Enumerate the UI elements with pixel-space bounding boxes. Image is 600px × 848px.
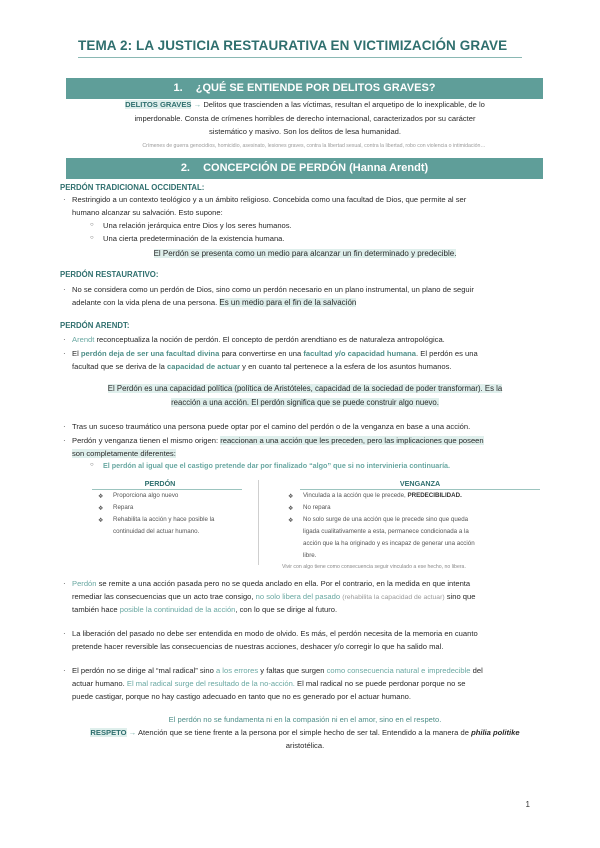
bullet-icon: · — [63, 285, 66, 294]
tradicional-sub-1: Una relación jerárquica entre Dios y los seres humanos. — [103, 221, 292, 230]
text-highlight: reaccionan a una acción que les preceden, pero las implicaciones que poseen — [220, 436, 484, 445]
circle-bullet-icon: ○ — [90, 462, 94, 468]
section-2-number: 2. — [180, 162, 190, 174]
text: se remite a una acción pasada pero no se queda anclado en ella. Por el contrario, en la medida en que intenta — [98, 579, 471, 588]
text: El — [72, 349, 79, 358]
text: y en cuanto tal pertenece a la esfera de los asuntos humanos. — [242, 362, 452, 371]
para7-line-1 — [72, 665, 552, 678]
arendt-bullet-3: Tras un suceso traumático una persona puede optar por el camino del perdón o de la venganza en base a una acción. — [72, 422, 471, 431]
delitos-text-1: Delitos que trascienden a las víctimas, resultan el arquetipo de lo inexplicable, de lo — [203, 100, 485, 109]
section-1-header — [66, 78, 543, 99]
arendt-box-text-1: El Perdón es una capacidad política (política de Aristóteles, capacidad de la sociedad de poder transformar). Es la — [107, 384, 503, 393]
para6-line-1: La liberación del pasado no debe ser entendida en modo de olvido. Es más, el perdón necesita de la memoria en cuanto — [72, 629, 478, 638]
text-emphasis: a los errores — [215, 666, 259, 675]
text-emphasis: posible la continuidad de la acción — [119, 605, 236, 614]
tradicional-highlight — [70, 248, 540, 261]
text: para convertirse en una — [221, 349, 302, 358]
arendt-bullet-4-line-2 — [72, 448, 550, 461]
delitos-examples: Crímenes de guerra genocidios, homicidio, asesinato, lesiones graves, contra la libertad sexual, contra la libertad, robo con violencia o intimidación… — [142, 143, 486, 149]
venganza-column-header: VENGANZA — [399, 479, 441, 488]
heading-perdon-arendt: PERDÓN ARENDT: — [60, 321, 130, 330]
venganza-item-1-text: Vinculada a la acción que le precede, — [303, 492, 406, 499]
venganza-item-3a: No solo surge de una acción que le precede sino que queda — [303, 516, 469, 523]
arendt-bullet-2-line-2 — [72, 361, 550, 374]
para7-line-3: puede castigar, porque no hay castigo adecuado en tanto que no es generado por el actuar humano. — [72, 692, 412, 701]
bullet-icon: · — [63, 422, 66, 431]
circle-bullet-icon: ○ — [90, 222, 94, 228]
restaurativo-line-1: No se considera como un perdón de Dios, sino como un perdón necesario en un plano instrumental, un plano de seguir — [72, 285, 474, 294]
venganza-item-1-bold: PREDECIBILIDAD. — [407, 492, 462, 499]
text: remediar las consecuencias que un acto trae consigo, — [72, 592, 254, 601]
venganza-item-3d: libre. — [303, 552, 317, 559]
para5-line-3 — [72, 604, 552, 617]
delitos-term: DELITOS GRAVES — [125, 100, 192, 109]
perdon-header-rule — [92, 489, 242, 490]
text-emphasis: facultad y/o capacidad humana — [303, 349, 417, 358]
circle-bullet-icon: ○ — [90, 235, 94, 241]
diamond-bullet-icon: ❖ — [288, 518, 294, 524]
text: Perdón y venganza tienen el mismo origen: — [72, 436, 219, 445]
section-1-number: 1. — [173, 82, 183, 94]
arendt-b1-text: reconceptualiza la noción de perdón. El concepto de perdón arendtiano es de naturaleza antropológica. — [96, 335, 445, 344]
restaurativo-line-2 — [72, 297, 542, 310]
arendt-bullet-2-line-1 — [72, 348, 550, 361]
respeto-term: RESPETO — [90, 728, 127, 737]
tradicional-sub-2: Una cierta predeterminación de la existencia humana. — [103, 234, 285, 243]
text-emphasis: El mal radical surge del resultado de la no-acción. — [126, 679, 295, 688]
venganza-item-3c: acción que la ha originado y es incapaz de generar una acción — [303, 540, 475, 547]
tradicional-line-2: humano alcanzar su salvación. Esto supone: — [72, 208, 223, 217]
diamond-bullet-icon: ❖ — [98, 494, 104, 500]
respeto-line-2: aristotélica. — [285, 741, 325, 750]
perdon-item-2: Repara — [113, 504, 134, 511]
restaurativo-text: adelante con la vida plena de una persona. — [72, 298, 218, 307]
text-emphasis: capacidad de actuar — [167, 362, 241, 371]
text: , con lo que se dirige al futuro. — [235, 605, 338, 614]
venganza-item-3b: ligada cualitativamente a esta, permanece condicionada a la — [303, 528, 469, 535]
arendt-box-line-1 — [70, 383, 540, 396]
diamond-bullet-icon: ❖ — [98, 506, 104, 512]
text-emphasis: perdón deja de ser una facultad divina — [80, 349, 220, 358]
final-centered: El perdón no se fundamenta ni en la compasión ni en el amor, sino en el respeto. — [168, 715, 442, 724]
text: sino que — [446, 592, 476, 601]
bullet-icon: · — [63, 579, 66, 588]
text-emphasis: como consecuencia natural e impredecible — [326, 666, 471, 675]
venganza-note: Vivir con algo tiene como consecuencia seguir vinculado a ese hecho, no libera. — [282, 564, 466, 570]
text: . El perdón es una — [416, 349, 478, 358]
text-emphasis: no solo libera del pasado — [255, 592, 341, 601]
arendt-bullet-1 — [72, 334, 547, 347]
diamond-bullet-icon: ❖ — [98, 518, 104, 524]
bullet-icon: · — [63, 195, 66, 204]
delitos-line-3: sistemático y masivo. Son los delitos de lesa humanidad. — [208, 127, 402, 136]
section-1-title: ¿QUÉ SE ENTIENDE POR DELITOS GRAVES? — [195, 82, 436, 94]
bullet-icon: · — [63, 436, 66, 445]
column-divider — [258, 480, 259, 565]
para6-line-2: pretende hacer reversible las consecuencias de nuestras acciones, deshacer y/o corregir lo que ha salido mal. — [72, 642, 444, 651]
delitos-line-2: imperdonable. Consta de crímenes horribles de derecho internacional, caracterizados por su carácter — [134, 114, 476, 123]
text: actuar humano. — [72, 679, 125, 688]
bullet-icon: · — [63, 349, 66, 358]
document-title: TEMA 2: LA JUSTICIA RESTAURATIVA EN VICTIMIZACIÓN GRAVE — [78, 38, 508, 53]
delitos-line-1 — [70, 99, 540, 112]
text: del — [472, 666, 483, 675]
section-2-header — [66, 158, 543, 179]
arrow-icon: → — [193, 100, 202, 109]
heading-perdon-tradicional: PERDÓN TRADICIONAL OCCIDENTAL: — [60, 183, 205, 192]
bullet-icon: · — [63, 335, 66, 344]
arendt-name: Arendt — [72, 335, 95, 344]
arendt-bullet-4-line-1 — [72, 435, 550, 448]
tradicional-line-1: Restringido a un contexto teológico y a un ámbito religioso. Concebida como una facultad de Dios, que permite al ser — [72, 195, 467, 204]
venganza-header-rule — [300, 489, 540, 490]
arendt-sub-bullet: El perdón al igual que el castigo pretende dar por finalizado “algo” que si no intervinieria continuaría. — [103, 461, 451, 470]
perdon-item-1: Proporciona algo nuevo — [113, 492, 179, 499]
perdon-item-3b: continuidad del actuar humano. — [113, 528, 200, 535]
para5-line-2 — [72, 591, 552, 605]
respeto-text: Atención que se tiene frente a la persona por el simple hecho de ser tal. Entendido a la manera de — [137, 728, 469, 737]
respeto-italic: philia politike — [471, 728, 520, 737]
text: El mal radical no se puede perdonar porque no se — [297, 679, 466, 688]
text-aside: (rehabilita la capacidad de actuar) — [342, 594, 445, 601]
arendt-box-text-2: reacción a una acción. El perdón significa que se puede construir algo nuevo. — [171, 398, 439, 407]
text: facultad que se deriva de la — [72, 362, 165, 371]
arendt-box-line-2 — [70, 397, 540, 410]
title-divider — [78, 57, 522, 58]
page-number: 1 — [525, 800, 530, 809]
venganza-item-1 — [303, 491, 543, 501]
para5-line-1 — [72, 578, 552, 591]
para7-line-2 — [72, 678, 552, 691]
restaurativo-highlight: Es un medio para el fin de la salvación — [219, 298, 357, 307]
perdon-item-3: Rehabilita la acción y hace posible la — [113, 516, 215, 523]
perdon-word: Perdón — [72, 579, 97, 588]
text-highlight: son completamente diferentes: — [72, 449, 176, 458]
respeto-line-1 — [60, 727, 550, 740]
arrow-icon: → — [128, 728, 137, 737]
diamond-bullet-icon: ❖ — [288, 506, 294, 512]
text: también hace — [72, 605, 118, 614]
bullet-icon: · — [63, 629, 66, 638]
tradicional-highlight-text: El Perdón se presenta como un medio para alcanzar un fin determinado y predecible. — [153, 249, 457, 258]
venganza-item-2: No repara — [303, 504, 331, 511]
section-2-title: CONCEPCIÓN DE PERDÓN (Hanna Arendt) — [203, 162, 429, 174]
diamond-bullet-icon: ❖ — [288, 494, 294, 500]
text: y faltas que surgen — [260, 666, 325, 675]
heading-perdon-restaurativo: PERDÓN RESTAURATIVO: — [60, 270, 159, 279]
bullet-icon: · — [63, 666, 66, 675]
perdon-column-header: PERDÓN — [144, 479, 176, 488]
text: El perdón no se dirige al “mal radical” sino — [72, 666, 214, 675]
